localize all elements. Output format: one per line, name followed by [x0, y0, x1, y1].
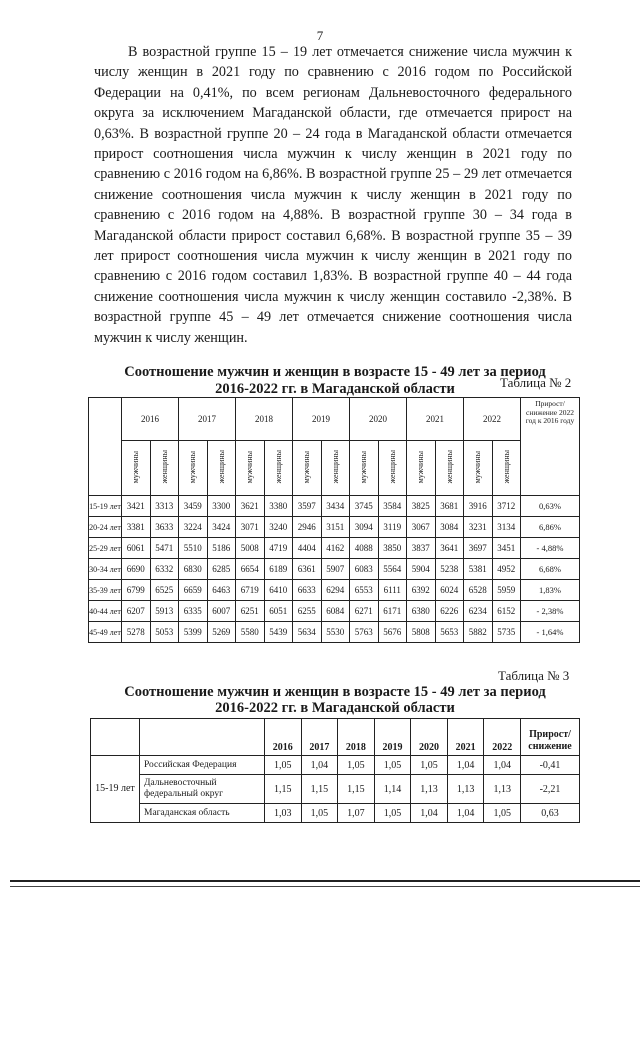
value-cell: 1,05: [484, 804, 521, 823]
value-cell: 6255: [293, 601, 322, 622]
table3-title-line2: 2016-2022 гг. в Магаданской области: [215, 700, 455, 716]
value-cell: 6332: [150, 559, 179, 580]
value-cell: 5808: [407, 622, 436, 643]
value-cell: 3837: [407, 538, 436, 559]
table-row: [91, 756, 580, 775]
value-cell: 1,04: [447, 756, 484, 775]
table2-sex-header-cell: [492, 441, 521, 496]
value-cell: 4719: [264, 538, 293, 559]
table2-title: [90, 364, 580, 378]
value-cell: 3380: [264, 496, 293, 517]
value-cell: 5278: [122, 622, 151, 643]
women-label: женщины: [216, 450, 226, 484]
value-cell: 1,13: [447, 775, 484, 804]
value-cell: 6380: [407, 601, 436, 622]
men-label: мужчины: [131, 450, 141, 484]
women-label: женщины: [330, 450, 340, 484]
value-cell: 1,04: [301, 756, 338, 775]
value-cell: 3231: [464, 517, 493, 538]
value-cell: 6234: [464, 601, 493, 622]
value-cell: 6024: [435, 580, 464, 601]
growth-cell: -0,41: [521, 756, 580, 775]
value-cell: 3381: [122, 517, 151, 538]
value-cell: 6061: [122, 538, 151, 559]
table-row: [91, 775, 580, 804]
table2-sex-header-cell: [435, 441, 464, 496]
value-cell: 5471: [150, 538, 179, 559]
value-cell: 1,04: [411, 804, 448, 823]
value-cell: 1,05: [338, 756, 375, 775]
value-cell: 6799: [122, 580, 151, 601]
men-label: мужчины: [416, 450, 426, 484]
table3-year-header: 2018: [338, 719, 375, 756]
table3-caption: Таблица № 3: [498, 668, 570, 683]
value-cell: 3697: [464, 538, 493, 559]
value-cell: 3434: [321, 496, 350, 517]
table-row: [89, 601, 580, 622]
value-cell: 3421: [122, 496, 151, 517]
value-cell: 3084: [435, 517, 464, 538]
age-group-cell: 15-19 лет: [89, 496, 122, 517]
value-cell: 3224: [179, 517, 208, 538]
value-cell: 6007: [207, 601, 236, 622]
value-cell: 3712: [492, 496, 521, 517]
table-row: [89, 622, 580, 643]
footer-rule: [10, 880, 640, 882]
value-cell: 1,05: [265, 756, 302, 775]
value-cell: 6633: [293, 580, 322, 601]
table2-year-header: 2016: [122, 398, 179, 441]
table2-sex-header-cell: [207, 441, 236, 496]
value-cell: 3850: [378, 538, 407, 559]
page-number: 7: [316, 28, 324, 43]
table3-year-header: 2022: [484, 719, 521, 756]
value-cell: 5399: [179, 622, 208, 643]
value-cell: 6083: [350, 559, 379, 580]
value-cell: 3067: [407, 517, 436, 538]
value-cell: 6084: [321, 601, 350, 622]
table-row: [89, 538, 580, 559]
value-cell: 5634: [293, 622, 322, 643]
table2-growth-header: Прирост/ снижение 2022 год к 2016 году: [521, 398, 580, 496]
value-cell: 3313: [150, 496, 179, 517]
table2-sex-header-cell: [236, 441, 265, 496]
value-cell: 4162: [321, 538, 350, 559]
women-label: женщины: [501, 450, 511, 484]
body-paragraph: В возрастной группе 15 – 19 лет отмечается снижение числа мужчин к числу женщин в 2021 году по сравнению с 2016 годом по Российской Федерации на 0,41%, по всем регионам Дальневосточного федерального округа за исключением Магаданской области, где отмечается прирост на 0,63%. В возрастной группе 20 – 24 года в Магаданской области отмечается прирост соотношения числа мужчин к числу женщин в 2021 году по сравнению с 2016 годом на 6,86%. В возрастной группе 25 – 29 лет отмечается снижение соотношения числа мужчин к числу женщин в 2021 году по сравнению с 2016 годом на 4,88%. В возрастной группе 30 – 34 года в Магаданской области прирост составил 6,68%. В возрастной группе 35 – 39 лет прирост соотношения числа мужчин к числу женщин в 2021 году по сравнению с 2016 годом составил 1,83%. В возрастной группе 40 – 44 года снижение соотношения числа мужчин к числу женщин составило -2,38%. В возрастной группе 45 – 49 лет отмечается снижение соотношения числа мужчин к числу женщин.: [94, 44, 572, 346]
table3-age-group: 15-19 лет: [91, 756, 140, 823]
table3-year-header: 2016: [265, 719, 302, 756]
value-cell: 6654: [236, 559, 265, 580]
age-group-cell: 45-49 лет: [89, 622, 122, 643]
growth-cell: - 4,88%: [521, 538, 580, 559]
value-cell: 3300: [207, 496, 236, 517]
value-cell: 6392: [407, 580, 436, 601]
value-cell: 5269: [207, 622, 236, 643]
footer-rule-thin: [10, 886, 640, 887]
value-cell: 6285: [207, 559, 236, 580]
value-cell: 5904: [407, 559, 436, 580]
table-row: [91, 804, 580, 823]
table2-sex-header-cell: [264, 441, 293, 496]
value-cell: 3916: [464, 496, 493, 517]
value-cell: 5564: [378, 559, 407, 580]
value-cell: 4088: [350, 538, 379, 559]
value-cell: 6830: [179, 559, 208, 580]
value-cell: 6294: [321, 580, 350, 601]
value-cell: 5439: [264, 622, 293, 643]
value-cell: 3825: [407, 496, 436, 517]
table2-title-line2: 2016-2022 гг. в Магаданской области: [215, 381, 455, 397]
table3-growth-header: Прирост/ снижение: [521, 719, 580, 756]
value-cell: 3597: [293, 496, 322, 517]
value-cell: 6189: [264, 559, 293, 580]
value-cell: 6335: [179, 601, 208, 622]
value-cell: 5653: [435, 622, 464, 643]
value-cell: 1,05: [374, 804, 411, 823]
value-cell: 4952: [492, 559, 521, 580]
value-cell: 3459: [179, 496, 208, 517]
value-cell: 6152: [492, 601, 521, 622]
value-cell: 5381: [464, 559, 493, 580]
men-label: мужчины: [188, 450, 198, 484]
table2-year-header: 2019: [293, 398, 350, 441]
value-cell: 6659: [179, 580, 208, 601]
growth-cell: 6,86%: [521, 517, 580, 538]
value-cell: 3134: [492, 517, 521, 538]
women-label: женщины: [444, 450, 454, 484]
table2-sex-row: [89, 441, 580, 496]
growth-cell: - 1,64%: [521, 622, 580, 643]
table-row: [89, 517, 580, 538]
women-label: женщины: [273, 450, 283, 484]
table2-corner: [89, 398, 122, 496]
age-group-cell: 25-29 лет: [89, 538, 122, 559]
men-label: мужчины: [245, 450, 255, 484]
table3-year-header: 2017: [301, 719, 338, 756]
value-cell: 3240: [264, 517, 293, 538]
table2-caption: Таблица № 2: [500, 375, 572, 390]
region-cell: Российская Федерация: [140, 756, 265, 775]
value-cell: 5580: [236, 622, 265, 643]
value-cell: 5735: [492, 622, 521, 643]
value-cell: 6051: [264, 601, 293, 622]
value-cell: 1,05: [301, 804, 338, 823]
value-cell: 1,15: [301, 775, 338, 804]
men-label: мужчины: [302, 450, 312, 484]
value-cell: 3633: [150, 517, 179, 538]
growth-cell: 0,63%: [521, 496, 580, 517]
value-cell: 3641: [435, 538, 464, 559]
table2-sex-header-cell: [378, 441, 407, 496]
age-group-cell: 35-39 лет: [89, 580, 122, 601]
value-cell: 6525: [150, 580, 179, 601]
table2-sex-header-cell: [464, 441, 493, 496]
value-cell: 1,04: [484, 756, 521, 775]
value-cell: 3424: [207, 517, 236, 538]
value-cell: 6553: [350, 580, 379, 601]
value-cell: 3071: [236, 517, 265, 538]
value-cell: 5676: [378, 622, 407, 643]
table2: [88, 397, 580, 643]
value-cell: 5959: [492, 580, 521, 601]
growth-cell: -2,21: [521, 775, 580, 804]
value-cell: 3681: [435, 496, 464, 517]
growth-cell: 0,63: [521, 804, 580, 823]
value-cell: 6111: [378, 580, 407, 601]
value-cell: 3584: [378, 496, 407, 517]
value-cell: 6410: [264, 580, 293, 601]
age-group-cell: 30-34 лет: [89, 559, 122, 580]
value-cell: 6361: [293, 559, 322, 580]
table2-sex-header-cell: [293, 441, 322, 496]
table2-sex-header-cell: [122, 441, 151, 496]
value-cell: 5913: [150, 601, 179, 622]
value-cell: 5053: [150, 622, 179, 643]
table2-year-header: 2017: [179, 398, 236, 441]
value-cell: 5882: [464, 622, 493, 643]
value-cell: 6171: [378, 601, 407, 622]
value-cell: 1,14: [374, 775, 411, 804]
value-cell: 6463: [207, 580, 236, 601]
value-cell: 1,03: [265, 804, 302, 823]
value-cell: 2946: [293, 517, 322, 538]
table-row: [89, 496, 580, 517]
table3: [90, 718, 580, 823]
growth-cell: 1,83%: [521, 580, 580, 601]
value-cell: 1,15: [338, 775, 375, 804]
table-row: [89, 580, 580, 601]
table3-year-header: 2021: [447, 719, 484, 756]
table2-sex-header-cell: [179, 441, 208, 496]
growth-cell: - 2,38%: [521, 601, 580, 622]
table2-year-header: 2018: [236, 398, 293, 441]
value-cell: 1,05: [374, 756, 411, 775]
value-cell: 1,07: [338, 804, 375, 823]
value-cell: 6251: [236, 601, 265, 622]
table2-title-line1: Соотношение мужчин и женщин в возрасте 15 - 49 лет за период: [124, 364, 546, 380]
men-label: мужчины: [359, 450, 369, 484]
value-cell: 4404: [293, 538, 322, 559]
table2-sex-header-cell: [350, 441, 379, 496]
age-group-cell: 40-44 лет: [89, 601, 122, 622]
growth-cell: 6,68%: [521, 559, 580, 580]
table3-title-line1: Соотношение мужчин и женщин в возрасте 15 - 49 лет за период: [124, 684, 546, 700]
men-label: мужчины: [473, 450, 483, 484]
value-cell: 5238: [435, 559, 464, 580]
table2-year-header: 2021: [407, 398, 464, 441]
table2-sex-header-cell: [150, 441, 179, 496]
value-cell: 5186: [207, 538, 236, 559]
table2-year-header: 2020: [350, 398, 407, 441]
table2-sex-header-cell: [321, 441, 350, 496]
value-cell: 1,04: [447, 804, 484, 823]
value-cell: 6226: [435, 601, 464, 622]
value-cell: 5530: [321, 622, 350, 643]
table3-year-header: 2019: [374, 719, 411, 756]
table3-header-row: [91, 719, 580, 756]
region-cell: Магаданская область: [140, 804, 265, 823]
value-cell: 6271: [350, 601, 379, 622]
value-cell: 1,13: [411, 775, 448, 804]
value-cell: 5510: [179, 538, 208, 559]
value-cell: 6719: [236, 580, 265, 601]
value-cell: 3745: [350, 496, 379, 517]
value-cell: 5763: [350, 622, 379, 643]
value-cell: 6528: [464, 580, 493, 601]
table3-corner: [91, 719, 140, 756]
value-cell: 3151: [321, 517, 350, 538]
table2-year-header: 2022: [464, 398, 521, 441]
table-row: [89, 559, 580, 580]
value-cell: 1,05: [411, 756, 448, 775]
value-cell: 5907: [321, 559, 350, 580]
region-cell: Дальневосточный федеральный округ: [140, 775, 265, 804]
value-cell: 6690: [122, 559, 151, 580]
value-cell: 3119: [378, 517, 407, 538]
value-cell: 1,15: [265, 775, 302, 804]
value-cell: 1,13: [484, 775, 521, 804]
age-group-cell: 20-24 лет: [89, 517, 122, 538]
value-cell: 3094: [350, 517, 379, 538]
women-label: женщины: [159, 450, 169, 484]
table2-year-row: [89, 398, 580, 441]
value-cell: 5008: [236, 538, 265, 559]
women-label: женщины: [387, 450, 397, 484]
value-cell: 3451: [492, 538, 521, 559]
value-cell: 3621: [236, 496, 265, 517]
table2-sex-header-cell: [407, 441, 436, 496]
table3-region-header: [140, 719, 265, 756]
value-cell: 6207: [122, 601, 151, 622]
table3-year-header: 2020: [411, 719, 448, 756]
